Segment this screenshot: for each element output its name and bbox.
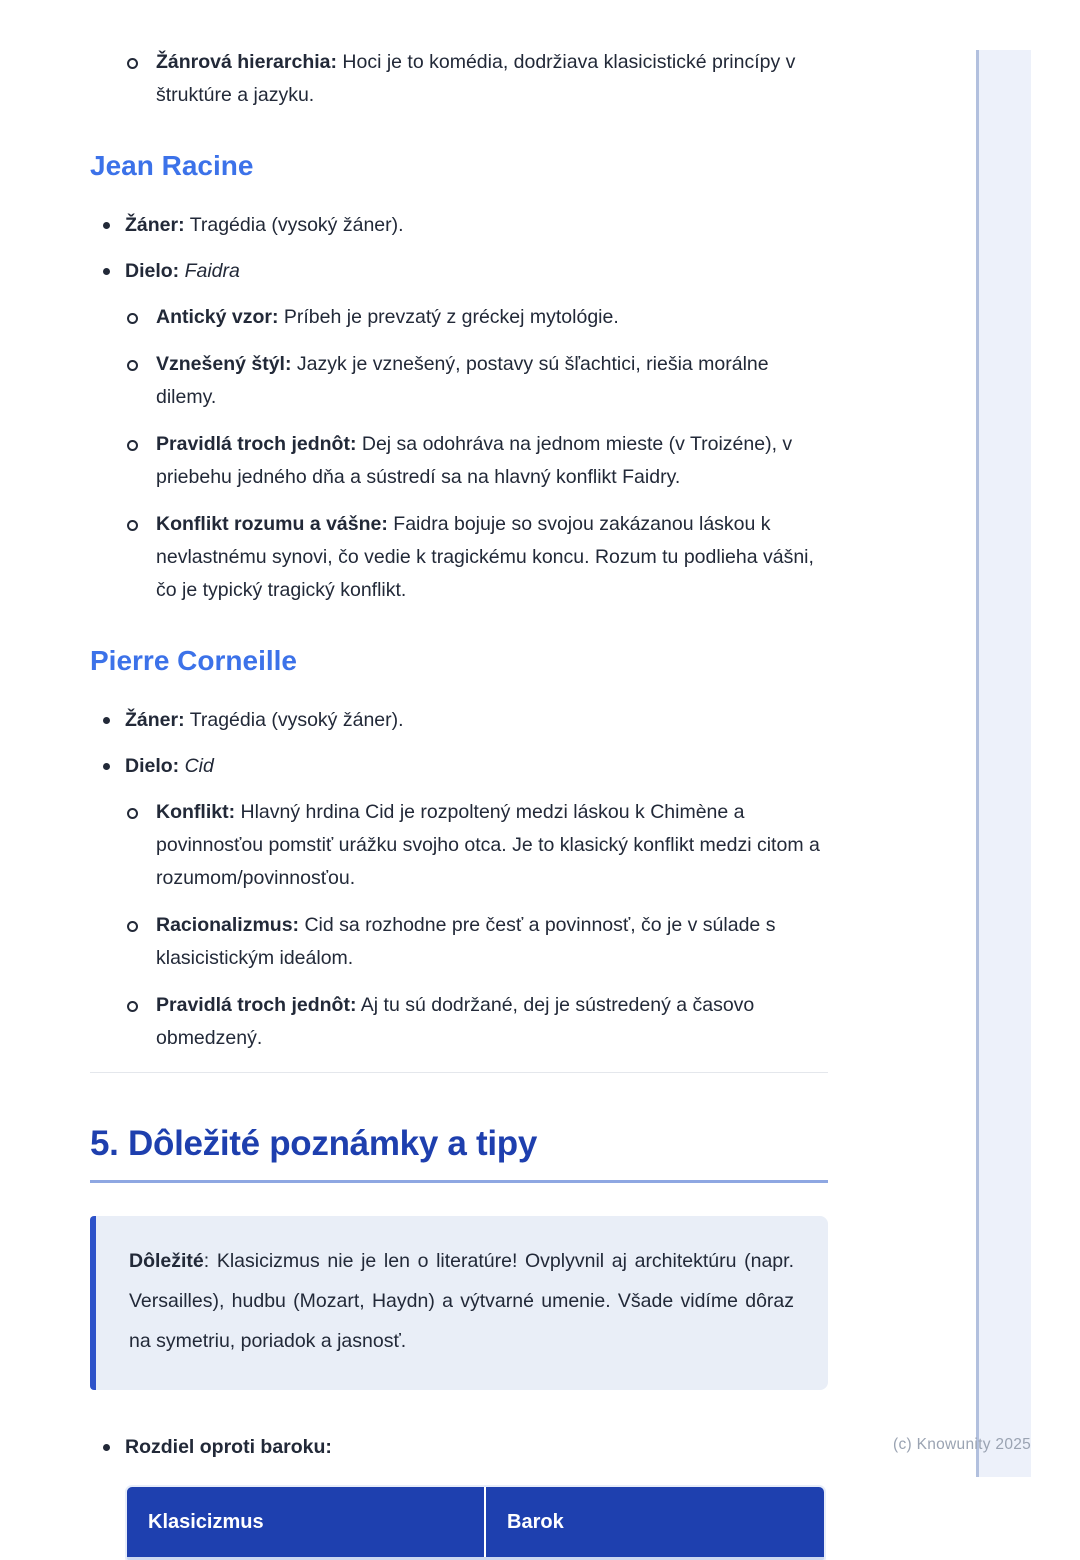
section-heading-racine: Jean Racine — [90, 150, 254, 181]
disc-bullet-marker — [103, 763, 110, 770]
item-label: Žáner: — [125, 709, 185, 731]
callout-label: Dôležité — [129, 1250, 204, 1272]
list-item — [90, 301, 828, 334]
list-item — [90, 704, 828, 737]
section-heading-corneille: Pierre Corneille — [90, 645, 297, 676]
circle-bullet-marker — [127, 313, 138, 324]
item-label: Racionalizmus: — [156, 914, 300, 936]
list-item — [90, 508, 828, 607]
item-label: Dielo: — [125, 755, 180, 777]
sub-list — [90, 301, 828, 607]
list-item-text — [156, 909, 828, 975]
section-divider — [90, 1072, 828, 1073]
item-label: Pravidlá troch jednôt: — [156, 994, 357, 1016]
document-content — [90, 46, 828, 1560]
item-label: Žáner: — [125, 214, 185, 236]
item-label: Pravidlá troch jednôt: — [156, 433, 357, 455]
table-header-barok: Barok — [507, 1510, 564, 1533]
circle-bullet-marker — [127, 808, 138, 819]
item-body: Aj tu sú dodržané, dej je sústredený a časovo obmedzený. — [156, 994, 755, 1049]
item-body: Hoci je to komédia, dodržiava klasicistické princípy v štruktúre a jazyku. — [156, 51, 796, 106]
disc-bullet-marker — [103, 717, 110, 724]
item-label: Konflikt: — [156, 801, 236, 823]
list-item — [90, 1431, 828, 1464]
list-item — [90, 750, 828, 783]
item-label: Antický vzor: — [156, 306, 279, 328]
list-item — [90, 255, 828, 288]
list-item-text — [125, 209, 828, 242]
page-section-title: 5. Dôležité poznámky a tipy — [90, 1124, 538, 1163]
item-body: Príbeh je prevzatý z gréckej mytológie. — [283, 306, 619, 328]
table-header-klasicizmus: Klasicizmus — [127, 1487, 486, 1557]
list-item — [90, 909, 828, 975]
list-item — [90, 428, 828, 494]
list-item — [90, 989, 828, 1055]
item-label: Konflikt rozumu a vášne: — [156, 513, 388, 535]
comparison-table-header — [127, 1487, 824, 1560]
work-title: Cid — [184, 755, 214, 777]
item-label: Vznešený štýl: — [156, 353, 292, 375]
sub-list — [90, 796, 828, 1055]
item-body: Tragédia (vysoký žáner). — [189, 709, 404, 731]
list-item — [90, 348, 828, 414]
item-body: Faidra bojuje so svojou zakázanou láskou k nevlastnému synovi, čo vedie k tragickému koncu. Rozum tu podlieha vášni, čo je typický tragický konflikt. — [156, 513, 814, 601]
callout-body: : Klasicizmus nie je len o literatúre! Ovplyvnil aj architektúru (napr. Versailles), hudbu (Mozart, Haydn) a výtvarné umenie. Všade vidíme dôraz na symetriu, poriadok a jasnosť. — [129, 1250, 794, 1352]
list-item-text — [156, 46, 828, 112]
list-item — [90, 796, 828, 895]
item-body: Dej sa odohráva na jednom mieste (v Troizéne), v priebehu jedného dňa a sústredí sa na hlavný konflikt Faidry. — [156, 433, 793, 488]
list-item-text — [125, 1431, 828, 1464]
copyright-watermark: (c) Knowunity 2025 — [893, 1436, 1032, 1453]
item-body: Jazyk je vznešený, postavy sú šľachtici, riešia morálne dilemy. — [156, 353, 769, 408]
important-callout — [90, 1216, 828, 1390]
list-item-text — [156, 989, 828, 1055]
item-body: Hlavný hrdina Cid je rozpoltený medzi láskou k Chimène a povinnosťou pomstiť urážku svojho otca. Je to klasický konflikt medzi citom a rozumom/povinnosťou. — [156, 801, 820, 889]
disc-bullet-marker — [103, 1444, 110, 1451]
circle-bullet-marker — [127, 520, 138, 531]
item-body: Tragédia (vysoký žáner). — [189, 214, 404, 236]
list-item-text — [156, 301, 828, 334]
callout-text — [129, 1241, 794, 1361]
item-label: Rozdiel oproti baroku: — [125, 1436, 332, 1458]
item-label: Dielo: — [125, 260, 180, 282]
disc-bullet-marker — [103, 268, 110, 275]
list-item — [90, 46, 828, 112]
list-item — [90, 209, 828, 242]
list-item-text — [156, 508, 828, 607]
list-item-text — [125, 255, 828, 288]
circle-bullet-marker — [127, 1001, 138, 1012]
circle-bullet-marker — [127, 921, 138, 932]
list-item-text — [156, 428, 828, 494]
circle-bullet-marker — [127, 440, 138, 451]
list-item-text — [156, 348, 828, 414]
list-item-text — [125, 750, 828, 783]
circle-bullet-marker — [127, 360, 138, 371]
list-item-text — [125, 704, 828, 737]
work-title: Faidra — [184, 260, 240, 282]
list-item-text — [156, 796, 828, 895]
circle-bullet-marker — [127, 58, 138, 69]
disc-bullet-marker — [103, 222, 110, 229]
page-edge-strip — [976, 50, 1031, 1477]
item-label: Žánrová hierarchia: — [156, 51, 337, 73]
title-underline — [90, 1180, 828, 1183]
item-body: Cid sa rozhodne pre česť a povinnosť, čo je v súlade s klasicistickým ideálom. — [156, 914, 776, 969]
